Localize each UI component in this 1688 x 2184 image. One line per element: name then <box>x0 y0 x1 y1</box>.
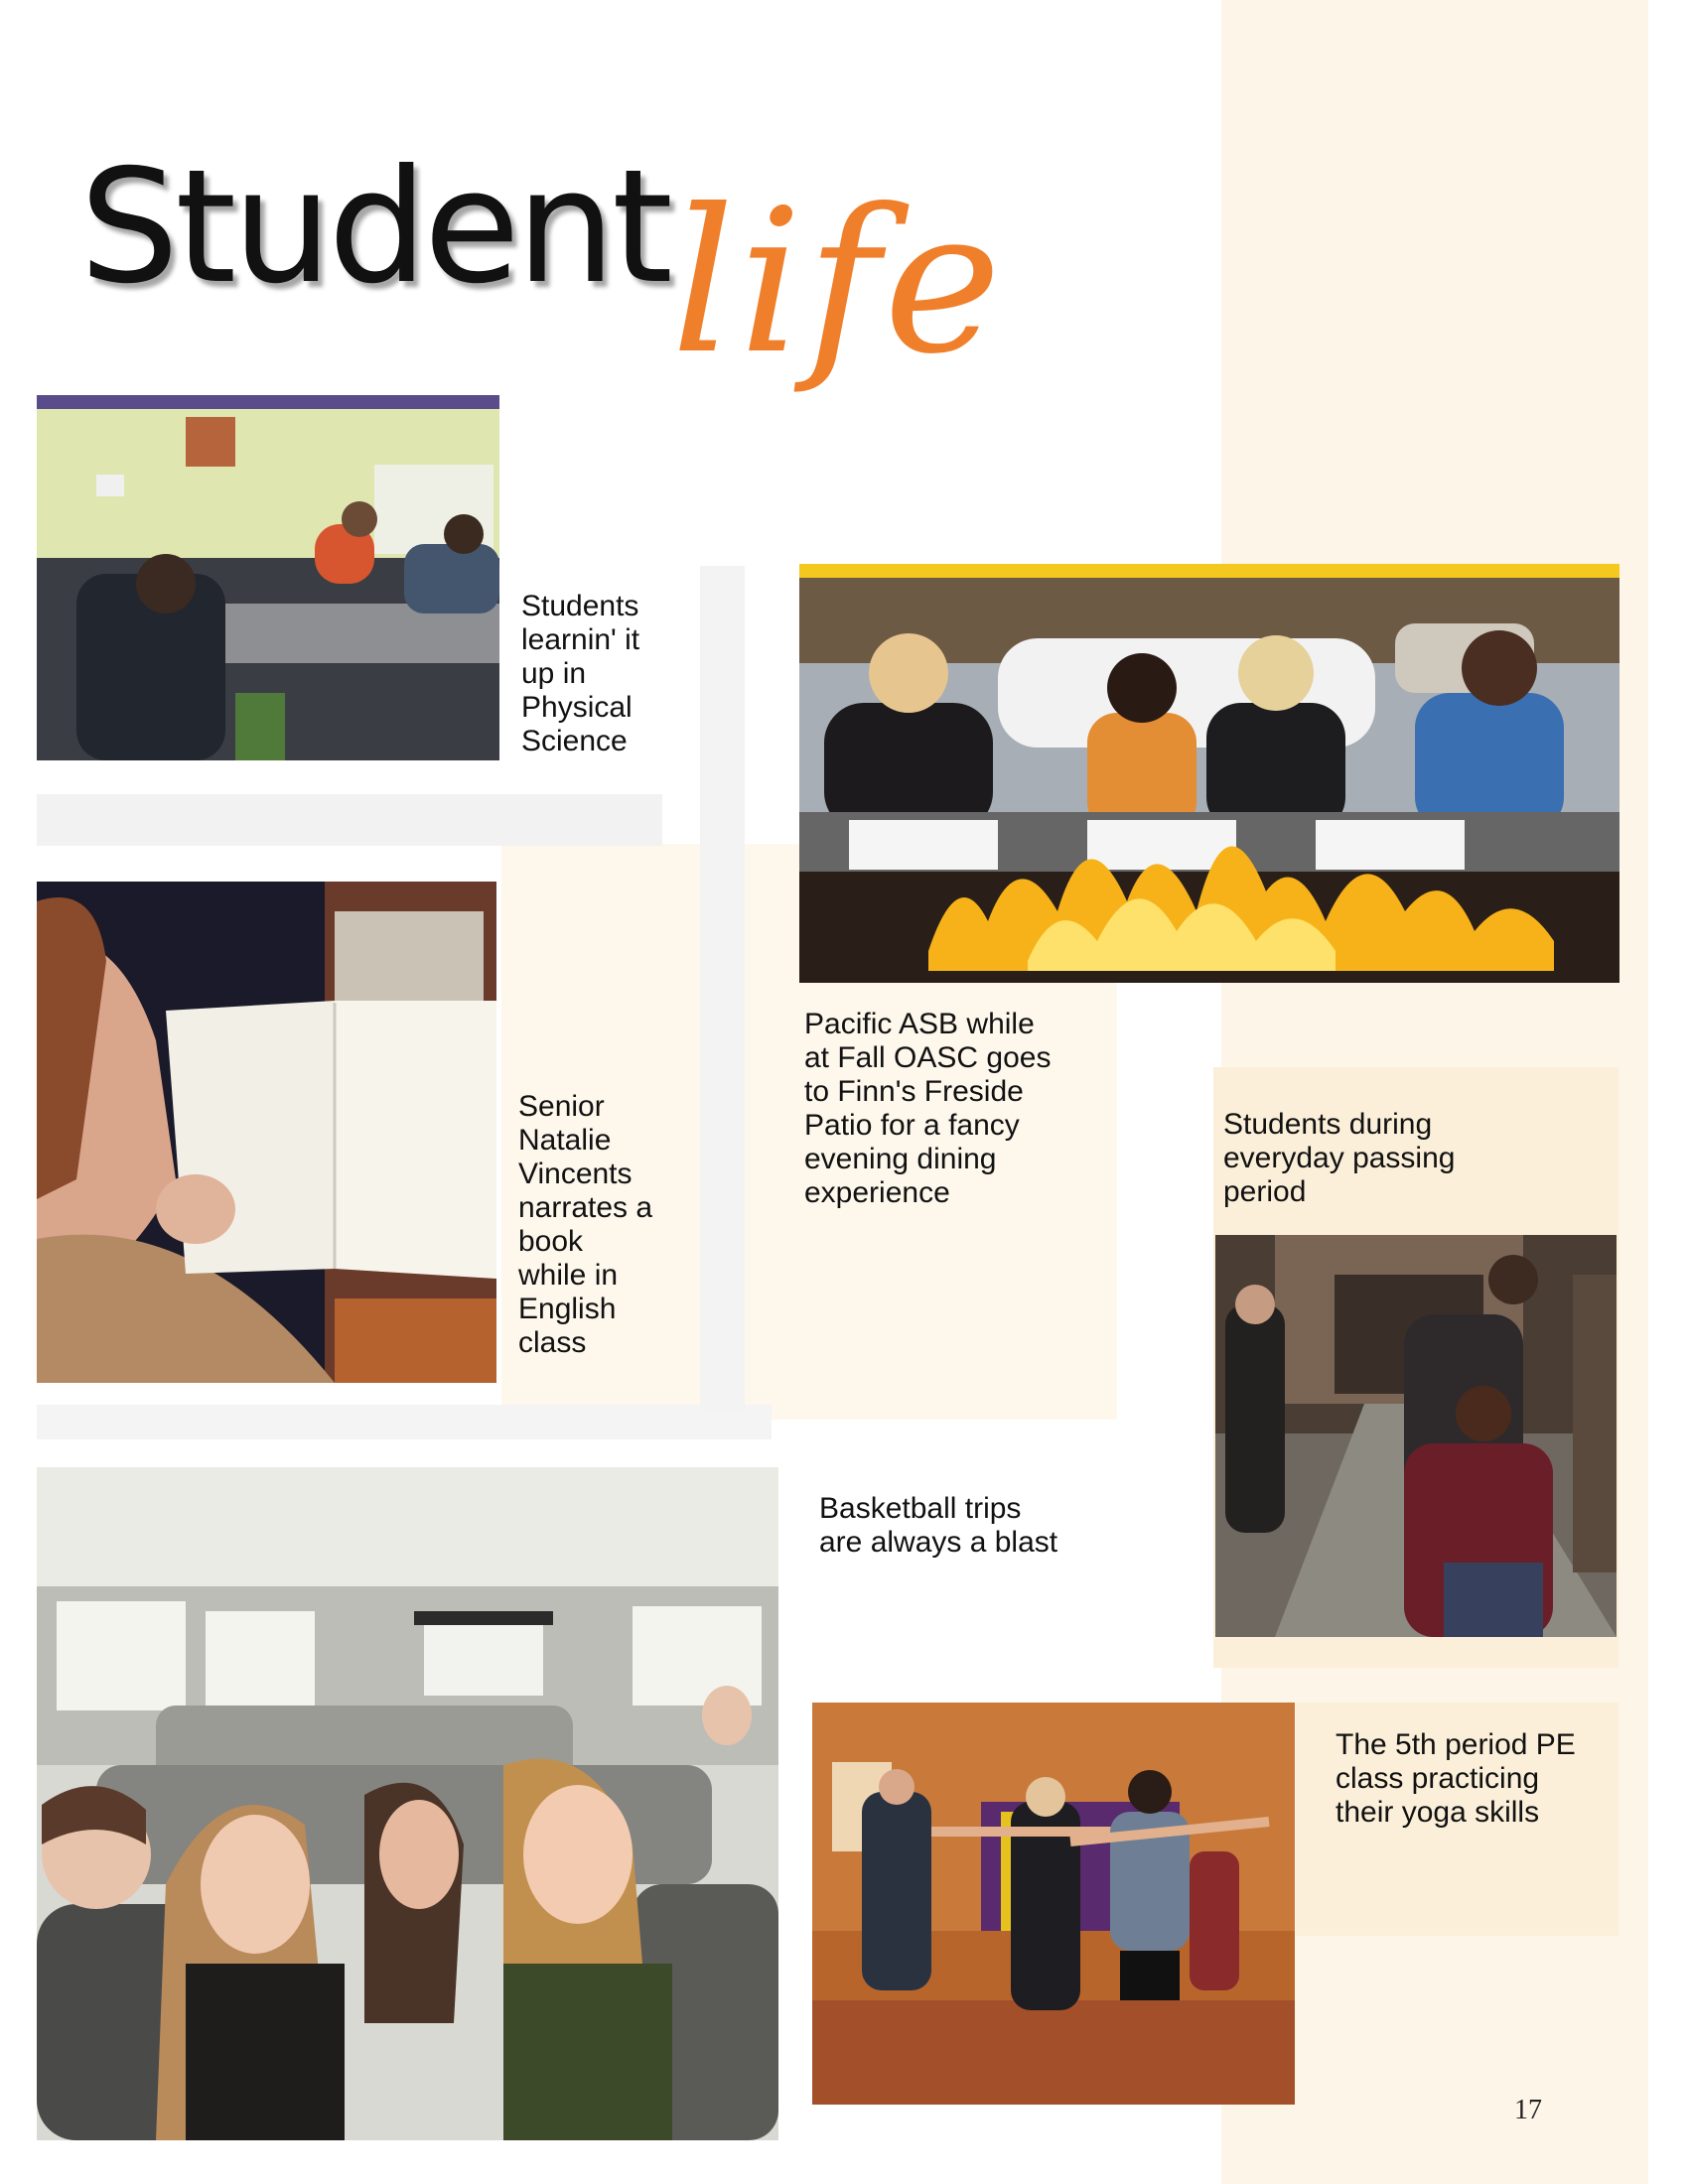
physical-science-photo <box>37 395 499 760</box>
fire-patio-photo <box>799 564 1619 983</box>
yoga-photo <box>812 1703 1295 2105</box>
passing-period-caption: Students during everyday passing period <box>1223 1108 1456 1208</box>
title-life: life <box>671 167 1006 398</box>
divider-strip <box>700 566 745 1410</box>
fire-patio-caption: Pacific ASB while at Fall OASC goes to Finn's Freside Patio for a fancy evening dining experience <box>804 1008 1052 1209</box>
left-gray-strip <box>37 794 662 846</box>
english-class-caption: Senior Natalie Vincents narrates a book while in English class <box>518 1090 653 1359</box>
passing-period-photo <box>1215 1235 1617 1637</box>
page-number: 17 <box>1514 2095 1542 2125</box>
bus-caption: Basketball trips are always a blast <box>819 1492 1058 1559</box>
english-class-photo <box>37 882 496 1383</box>
bus-photo <box>37 1467 778 2140</box>
bottom-gray-strip <box>37 1405 772 1439</box>
physical-science-caption: Students learnin' it up in Physical Science <box>521 590 640 757</box>
yoga-caption: The 5th period PE class practicing their yoga skills <box>1336 1728 1576 1829</box>
title-student: Student <box>79 136 669 319</box>
